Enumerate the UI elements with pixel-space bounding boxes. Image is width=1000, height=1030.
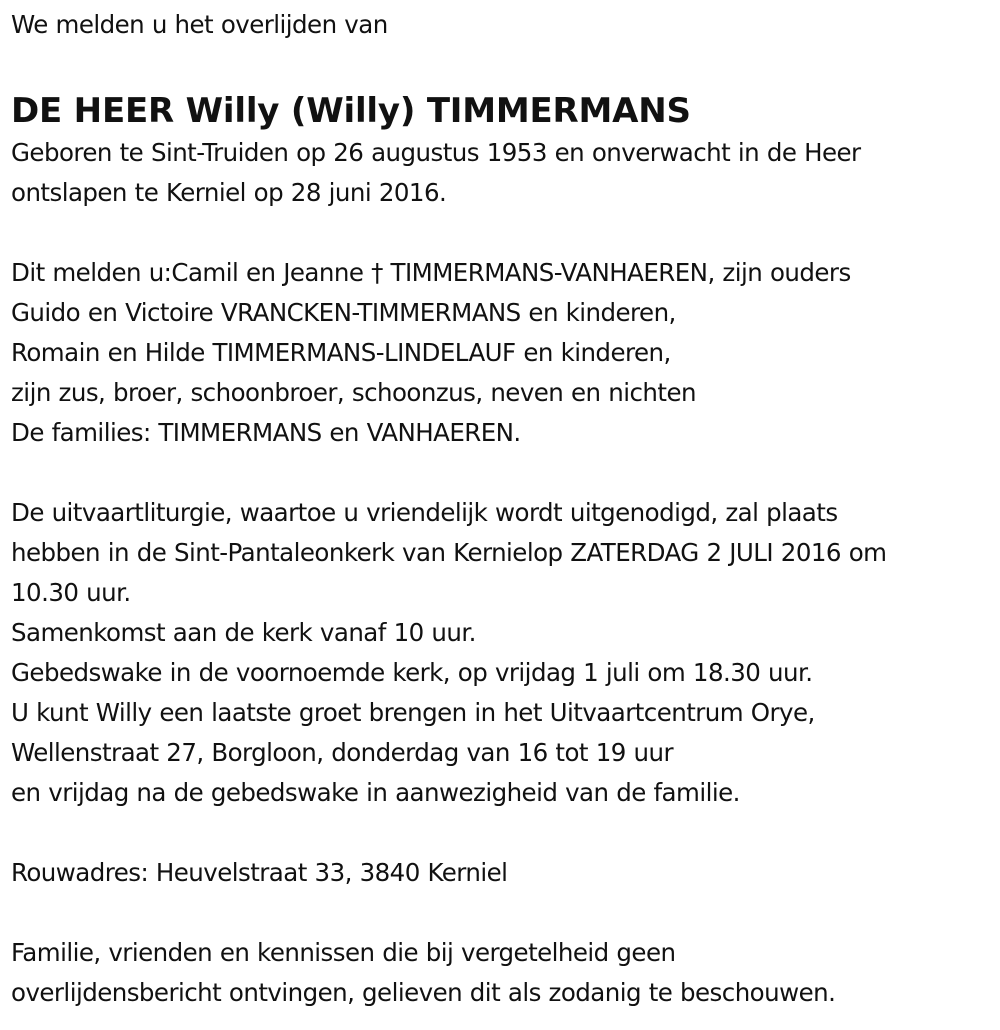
- ceremony-line: hebben in de Sint-Pantaleonkerk van Kernielop ZATERDAG 2 JULI 2016 om: [11, 538, 887, 567]
- parents-text-after: TIMMERMANS-VANHAEREN, zijn ouders: [382, 258, 851, 287]
- ceremony-line: De uitvaartliturgie, waartoe u vriendelijk wordt uitgenodigd, zal plaats: [11, 498, 838, 527]
- parents-text-before: Dit melden u:Camil en Jeanne: [11, 258, 372, 287]
- spacer: [11, 453, 996, 493]
- spacer: [11, 213, 996, 253]
- closing-line: Familie, vrienden en kennissen die bij vergetelheid geen: [11, 938, 676, 967]
- family-line: Guido en Victoire VRANCKEN-TIMMERMANS en kinderen,: [11, 298, 676, 327]
- ceremony-line: Samenkomst aan de kerk vanaf 10 uur.: [11, 618, 476, 647]
- cross-icon: †: [371, 258, 383, 287]
- family-line-parents: [11, 253, 996, 293]
- death-line: ontslapen te Kerniel op 28 juni 2016.: [11, 178, 447, 207]
- ceremony-line: U kunt Willy een laatste groet brengen in het Uitvaartcentrum Orye,: [11, 698, 815, 727]
- spacer: [11, 893, 996, 933]
- intro-text: We melden u het overlijden van: [11, 10, 388, 39]
- deceased-name: DE HEER Willy (Willy) TIMMERMANS: [11, 91, 691, 131]
- family-line: zijn zus, broer, schoonbroer, schoonzus, neven en nichten: [11, 378, 696, 407]
- closing-paragraph: [11, 933, 996, 1013]
- family-line: Romain en Hilde TIMMERMANS-LINDELAUF en kinderen,: [11, 338, 671, 367]
- birth-line: Geboren te Sint-Truiden op 26 augustus 1953 en onverwacht in de Heer: [11, 138, 861, 167]
- ceremony-line: Gebedswake in de voornoemde kerk, op vrijdag 1 juli om 18.30 uur.: [11, 658, 813, 687]
- mourning-address: Rouwadres: Heuvelstraat 33, 3840 Kerniel: [11, 858, 508, 887]
- spacer: [11, 813, 996, 853]
- birth-death-paragraph: [11, 133, 996, 213]
- family-line: De families: TIMMERMANS en VANHAEREN.: [11, 418, 521, 447]
- obituary-notice: [11, 0, 996, 1013]
- ceremony-line: Wellenstraat 27, Borgloon, donderdag van 16 tot 19 uur: [11, 738, 673, 767]
- family-paragraph: [11, 253, 996, 453]
- ceremony-paragraph: [11, 493, 996, 813]
- closing-line: overlijdensbericht ontvingen, gelieven dit als zodanig te beschouwen.: [11, 978, 836, 1007]
- ceremony-line: en vrijdag na de gebedswake in aanwezigheid van de familie.: [11, 778, 740, 807]
- ceremony-line: 10.30 uur.: [11, 578, 131, 607]
